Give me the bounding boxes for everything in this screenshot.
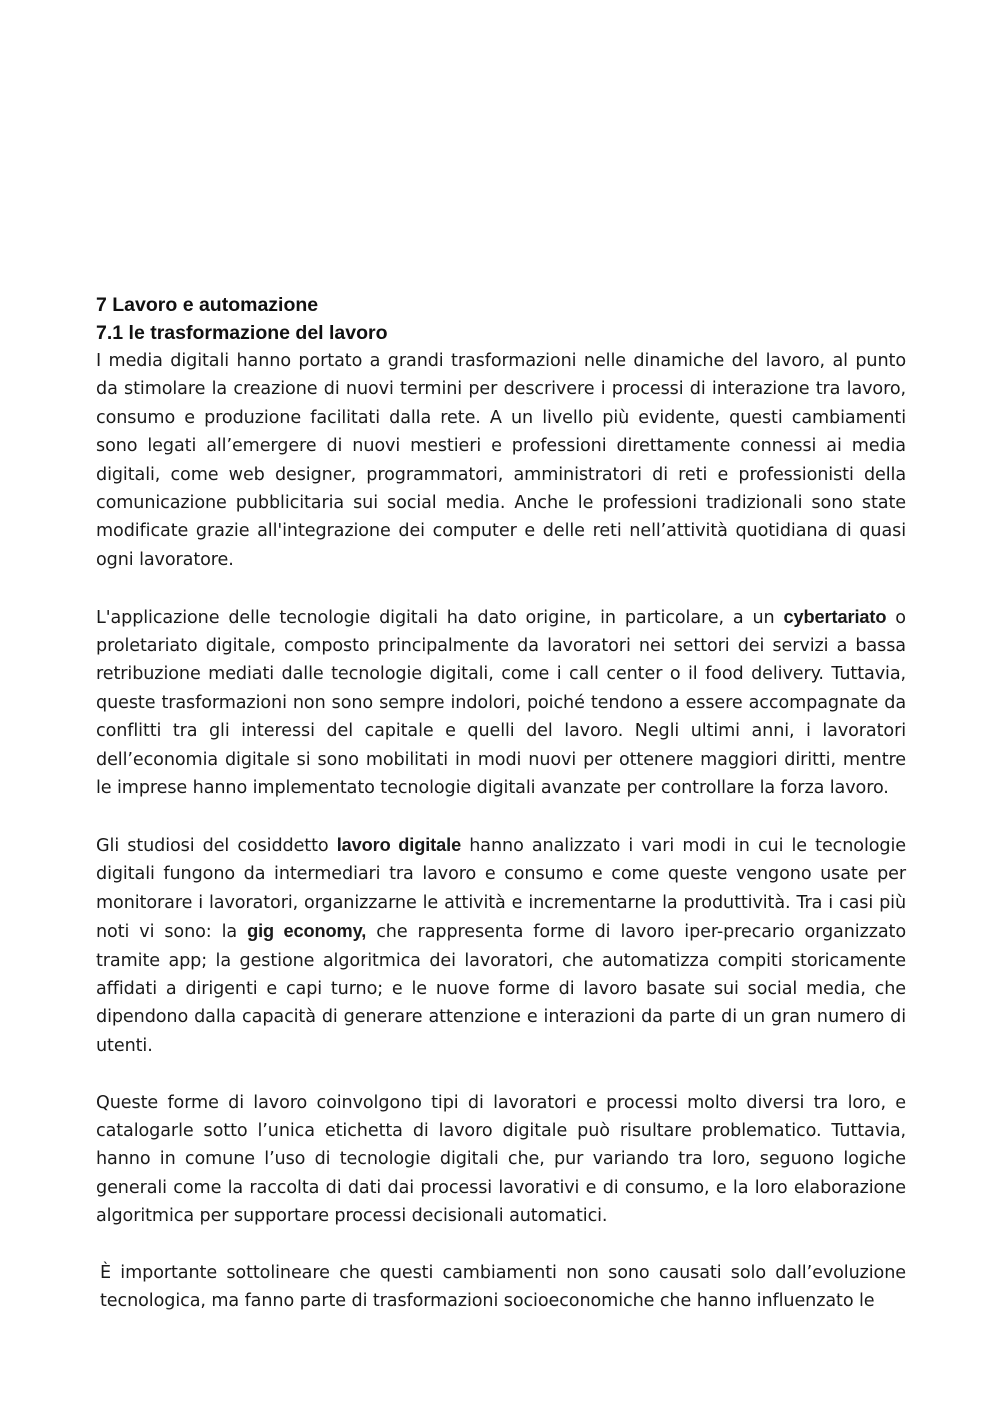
paragraph-5 <box>96 1259 906 1316</box>
term-gig-economy: gig economy, <box>247 921 367 942</box>
chapter-title: 7 Lavoro e automazione <box>96 294 319 316</box>
paragraph-1 <box>96 347 906 574</box>
paragraph-text: I media digitali hanno portato a grandi trasformazioni nelle dinamiche del lavoro, al punto da stimolare la creazione di nuovi termini per descrivere i processi di interazione tra lavoro, consumo e produzione facilitati dalla rete. A un livello più evidente, questi cambiamenti sono legati all’emergere di nuovi mestieri e professioni direttamente connessi ai media digitali, come web designer, programmatori, amministratori di reti e professionisti della comunicazione pubblicitaria sui social media. Anche le professioni tradizionali sono state modificate grazie all'integrazione dei computer e delle reti nell’attività quotidiana di quasi ogni lavoratore. <box>96 351 906 570</box>
section-title: 7.1 le trasformazione del lavoro <box>96 322 388 344</box>
paragraph-text: hanno analizzato i vari modi in cui le tecnologie digitali fungono da intermediari tra lavoro e consumo e come queste vengono usate per monitorare i lavoratori, organizzarne le attività e incrementarne la produttività. Tra i casi più noti vi sono: la <box>96 835 906 943</box>
paragraph-text: Gli studiosi del cosiddetto <box>96 835 337 856</box>
paragraph-text: che rappresenta forme di lavoro iper-precario organizzato tramite app; la gestione algoritmica dei lavoratori, che automatizza compiti storicamente affidati a dirigenti e capi turno; e le nuove forme di lavoro basate sui social media, che dipendono dalla capacità di generare attenzione e interazioni da parte di un gran numero di utenti. <box>96 922 906 1056</box>
paragraph-4 <box>96 1089 906 1231</box>
term-lavoro-digitale: lavoro digitale <box>336 834 462 855</box>
term-cybertariato: cybertariato <box>783 606 887 627</box>
paragraph-2 <box>96 603 906 803</box>
paragraph-text: Queste forme di lavoro coinvolgono tipi di lavoratori e processi molto diversi tra loro, e catalogarle sotto l’unica etichetta di lavoro digitale può risultare problematico. Tuttavia, hanno in comune l’uso di tecnologie digitali che, pur variando tra loro, seguono logiche generali come la raccolta di dati dai processi lavorativi e di consumo, e la loro elaborazione algoritmica per supportare processi decisionali automatici. <box>96 1092 906 1227</box>
paragraph-text: L'applicazione delle tecnologie digitali ha dato origine, in particolare, a un <box>96 607 784 628</box>
paragraph-text: È importante sottolineare che questi cambiamenti non sono causati solo dall’evoluzione tecnologica, ma fanno parte di trasformazioni socioeconomiche che hanno influenzato le <box>100 1262 906 1312</box>
document-page <box>96 291 906 1316</box>
paragraph-text: o proletariato digitale, composto principalmente da lavoratori nei settori dei servizi a bassa retribuzione mediati dalle tecnologie digitali, come i call center o il food delivery. Tuttavia, queste trasformazioni non sono sempre indolori, poiché tendono a essere accompagnate da conflitti tra gli interessi del capitale e quelli del lavoro. Negli ultimi anni, i lavoratori dell’economia digitale si sono mobilitati in modi nuovi per ottenere maggiori diritti, mentre le imprese hanno implementato tecnologie digitali avanzate per controllare la forza lavoro. <box>96 607 906 799</box>
paragraph-3 <box>96 831 906 1060</box>
